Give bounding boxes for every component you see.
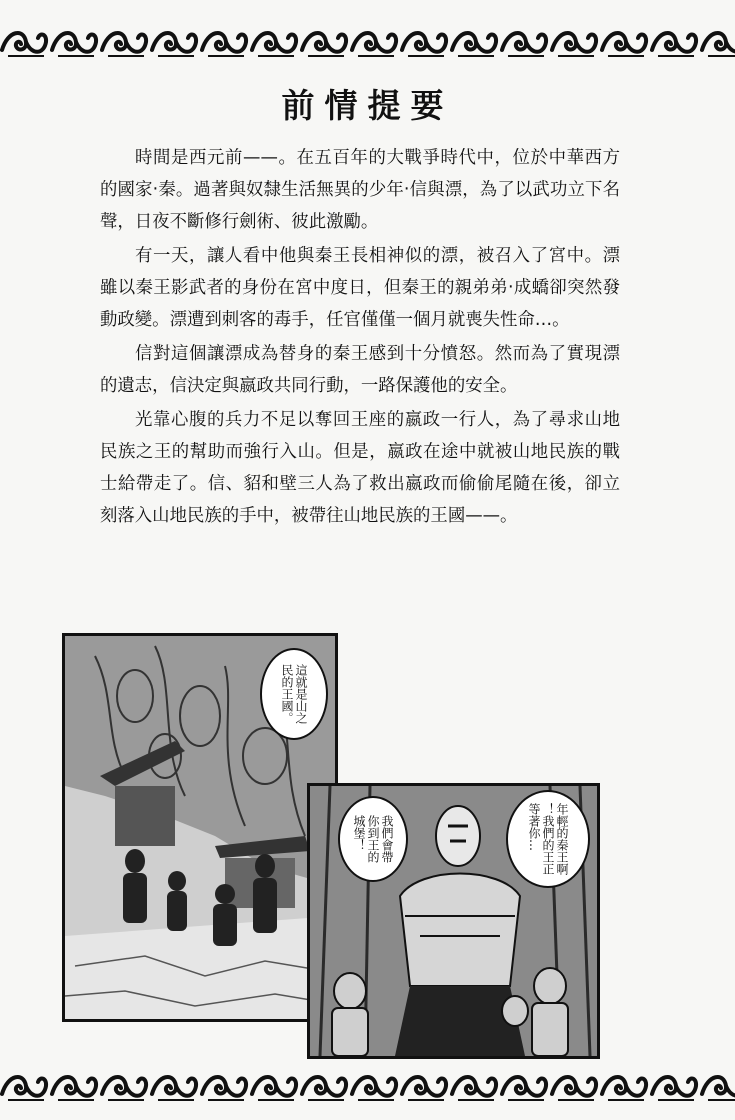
paragraph-3: 信對這個讓漂成為替身的秦王感到十分憤怒。然而為了實現漂的遺志，信決定與嬴政共同行動，一路保護他的安全。 (100, 344, 620, 396)
speech-text-right: 年輕的秦王啊 ！我們的王正 等著你… (527, 803, 569, 875)
paragraph-2: 有一天，讓人看中他與秦王長相神似的漂，被召入了宮中。漂雖以秦王影武者的身份在宮中度日，但秦王的親弟弟‧成蟜卻突然發動政變。漂遭到刺客的毒手，任官僅僅一個月就喪失性命…。 (100, 246, 620, 330)
swirl-ornament-row (0, 1062, 735, 1110)
speech-bubble-castle (338, 796, 408, 882)
swirl-ornament-row (0, 18, 735, 66)
decorative-border-top (0, 18, 735, 66)
speech-bubble-king-waiting (506, 790, 590, 888)
synopsis-text (100, 142, 620, 534)
speech-text: 這就是山之 民的王國。 (280, 664, 308, 724)
paragraph-4: 光靠心腹的兵力不足以奪回王座的嬴政一行人，為了尋求山地民族之王的幫助而強行入山。但是，嬴政在途中就被山地民族的戰士給帶走了。信、貂和壁三人為了救出嬴政而偷偷尾隨在後，卻立刻落入山地民族的手中，被帶往山地民族的王國——。 (100, 410, 620, 526)
manga-panel-mountain-kingdom (62, 633, 338, 1022)
paragraph-1: 時間是西元前——。在五百年的大戰爭時代中，位於中華西方的國家‧秦。過著與奴隸生活無異的少年‧信與漂，為了以武功立下名聲，日夜不斷修行劍術、彼此激勵。 (100, 148, 620, 232)
decorative-border-bottom (0, 1062, 735, 1110)
speech-bubble-kingdom (260, 648, 328, 740)
manga-panel-mountain-warriors (307, 783, 600, 1059)
speech-text-left: 我們會帶 你到王的 城堡！ (352, 815, 394, 863)
page-title: 前情提要 (281, 86, 454, 125)
